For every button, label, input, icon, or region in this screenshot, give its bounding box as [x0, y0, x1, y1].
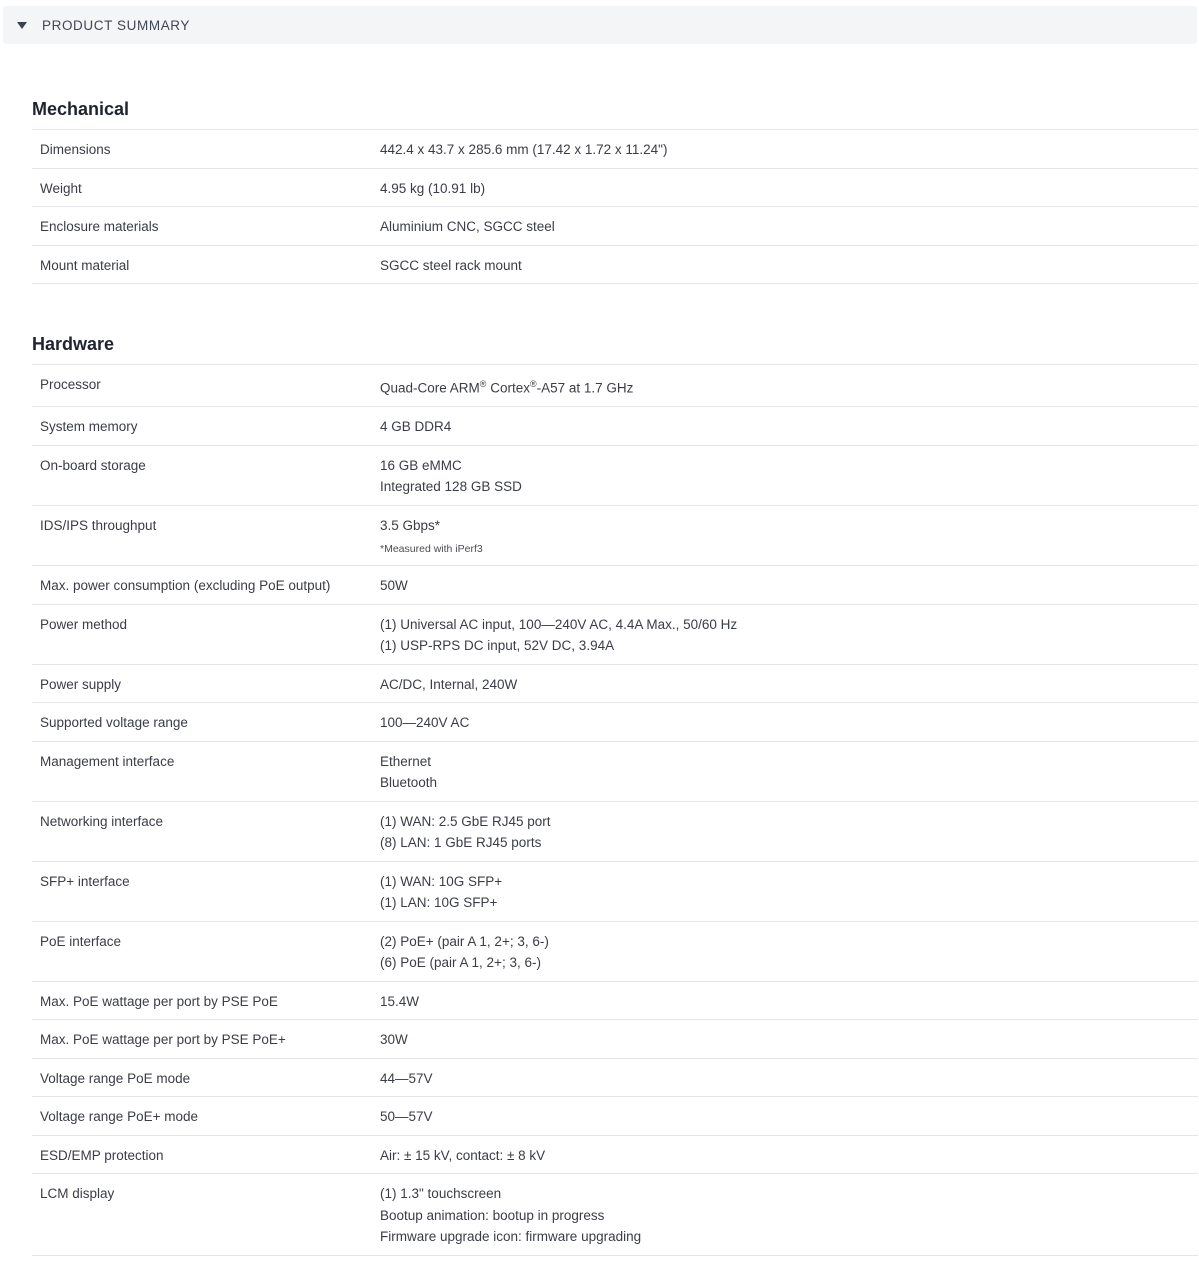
spec-row [32, 981, 1198, 1020]
spec-key: Max. power consumption (excluding PoE output) [32, 566, 380, 605]
section-title: Mechanical [32, 99, 130, 119]
spec-value [380, 741, 1198, 801]
spec-key: Voltage range PoE+ mode [32, 1097, 380, 1136]
spec-row [32, 1020, 1198, 1059]
product-summary-toggle[interactable] [3, 6, 1197, 44]
spec-key: ESD/EMP protection [32, 1135, 380, 1174]
spec-value [380, 1174, 1198, 1256]
spec-value: 44—57V [380, 1058, 1198, 1097]
spec-row [32, 703, 1198, 742]
spec-value: 30W [380, 1020, 1198, 1059]
spec-value-line: (1) WAN: 2.5 GbE RJ45 port [380, 813, 551, 829]
spec-value: 100—240V AC [380, 703, 1198, 742]
spec-row [32, 445, 1198, 505]
mechanical-section [32, 89, 1198, 284]
spec-key: Voltage range PoE mode [32, 1058, 380, 1097]
spec-key: Supported voltage range [32, 703, 380, 742]
spec-value: 50W [380, 566, 1198, 605]
registered-mark: ® [529, 379, 537, 389]
spec-value-line: (2) PoE+ (pair A 1, 2+; 3, 6-) [380, 933, 549, 949]
spec-value-line: 3.5 Gbps* [380, 517, 441, 533]
spec-key: SFP+ interface [32, 861, 380, 921]
spec-key: Max. PoE wattage per port by PSE PoE [32, 981, 380, 1020]
caret-down-icon [17, 22, 27, 29]
spec-value: SGCC steel rack mount [380, 245, 1198, 284]
spec-value [380, 505, 1198, 566]
spec-row [32, 407, 1198, 446]
spec-key: Processor [32, 365, 380, 407]
spec-value: 442.4 x 43.7 x 285.6 mm (17.42 x 1.72 x 11.24") [380, 130, 1198, 169]
spec-key: Weight [32, 168, 380, 207]
spec-value-line: (8) LAN: 1 GbE RJ45 ports [380, 835, 542, 850]
spec-key: Management interface [32, 741, 380, 801]
spec-row [32, 207, 1198, 246]
spec-row [32, 861, 1198, 921]
processor-text: Cortex [486, 380, 530, 396]
spec-row [32, 1174, 1198, 1256]
spec-value: 4 GB DDR4 [380, 407, 1198, 446]
spec-row [32, 604, 1198, 664]
spec-key: Power supply [32, 664, 380, 703]
spec-value [380, 861, 1198, 921]
spec-row [32, 921, 1198, 981]
spec-key: Dimensions [32, 130, 380, 169]
spec-value: 50—57V [380, 1097, 1198, 1136]
hardware-spec-table [32, 364, 1198, 1256]
spec-row [32, 1135, 1198, 1174]
spec-value-line: Firmware upgrade icon: firmware upgrading [380, 1229, 642, 1244]
spec-key: System memory [32, 407, 380, 446]
spec-key: PoE interface [32, 921, 380, 981]
spec-value [380, 445, 1198, 505]
spec-value-line: 16 GB eMMC [380, 457, 462, 473]
spec-row [32, 1097, 1198, 1136]
spec-value: Aluminium CNC, SGCC steel [380, 207, 1198, 246]
spec-value-line: (1) Universal AC input, 100—240V AC, 4.4A Max., 50/60 Hz [380, 616, 738, 632]
spec-value-line: (1) WAN: 10G SFP+ [380, 873, 503, 889]
spec-value [380, 604, 1198, 664]
spec-row [32, 365, 1198, 407]
spec-row [32, 801, 1198, 861]
spec-row [32, 245, 1198, 284]
spec-key: Max. PoE wattage per port by PSE PoE+ [32, 1020, 380, 1059]
processor-text: Quad-Core ARM [380, 380, 480, 396]
spec-row [32, 130, 1198, 169]
processor-text: -A57 at 1.7 GHz [536, 380, 634, 396]
spec-value [380, 365, 1198, 407]
spec-key: Mount material [32, 245, 380, 284]
spec-key: Networking interface [32, 801, 380, 861]
section-title: Hardware [32, 334, 115, 354]
spec-row [32, 168, 1198, 207]
spec-value-line: (1) 1.3" touchscreen [380, 1186, 502, 1201]
spec-row [32, 664, 1198, 703]
spec-key: LCM display [32, 1174, 380, 1256]
spec-value [380, 921, 1198, 981]
spec-value-line: Bootup animation: bootup in progress [380, 1207, 605, 1223]
spec-value: 4.95 kg (10.91 lb) [380, 168, 1198, 207]
spec-value-line: Bluetooth [380, 775, 438, 790]
registered-mark: ® [479, 379, 487, 389]
spec-key: Enclosure materials [32, 207, 380, 246]
product-summary-label: PRODUCT SUMMARY [42, 17, 191, 33]
hardware-section [32, 324, 1198, 1256]
footnote: *Measured with iPerf3 [380, 543, 483, 555]
spec-row [32, 1058, 1198, 1097]
spec-value-line: (1) LAN: 10G SFP+ [380, 895, 498, 910]
spec-value-line: Integrated 128 GB SSD [380, 479, 522, 494]
spec-value-line: (1) USP-RPS DC input, 52V DC, 3.94A [380, 638, 615, 653]
spec-value: AC/DC, Internal, 240W [380, 664, 1198, 703]
spec-value: 15.4W [380, 981, 1198, 1020]
spec-row [32, 505, 1198, 566]
spec-value: Air: ± 15 kV, contact: ± 8 kV [380, 1135, 1198, 1174]
spec-value-line: Ethernet [380, 753, 432, 769]
spec-row [32, 741, 1198, 801]
spec-row [32, 566, 1198, 605]
spec-value [380, 801, 1198, 861]
spec-key: Power method [32, 604, 380, 664]
mechanical-spec-table [32, 129, 1198, 284]
spec-key: IDS/IPS throughput [32, 505, 380, 566]
spec-key: On-board storage [32, 445, 380, 505]
spec-value-line: (6) PoE (pair A 1, 2+; 3, 6-) [380, 955, 541, 970]
